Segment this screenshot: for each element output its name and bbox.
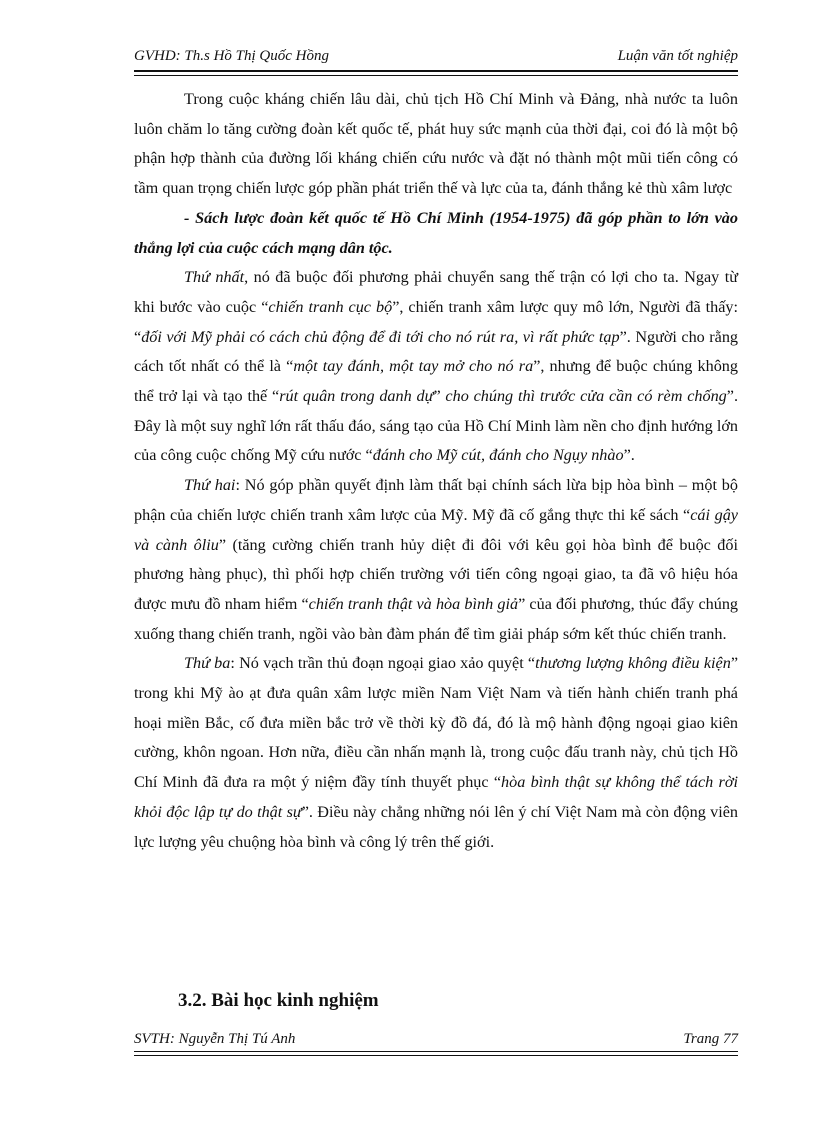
page-footer (134, 1031, 738, 1048)
body-paragraph (134, 471, 738, 649)
footer-rule (134, 1051, 738, 1056)
body-paragraph (134, 263, 738, 471)
text-segment: ” của đối phương, thúc đẩy chúng xuống thang chiến tranh, ngồi vào bàn đàm phán để tìm giải pháp sớm kết thúc chiến tranh. (134, 594, 739, 643)
italic-text: chiến tranh cục bộ (268, 297, 393, 316)
header-rule (134, 70, 738, 76)
text-segment: - Sách lược đoàn kết quốc tế Hồ Chí Minh (1954-1975) đã góp phần to lớn vào thắng lợi của cuộc cách mạng dân tộc. (134, 208, 738, 257)
text-segment: ” (433, 387, 446, 406)
text-segment: ” trong khi Mỹ ào ạt đưa quân xâm lược miền Nam Việt Nam và tiến hành chiến tranh phá hoại miền Bắc, cố đưa miền bắc trở về thời kỳ đồ đá, đó là mộ hành động ngoại giao kiên cường, khôn ngoan. Hơn nữa, điều cần nhấn mạnh là, trong cuộc đấu tranh này, chủ tịch Hồ Chí Minh đã đưa ra một ý niệm đầy tính thuyết phục “ (134, 654, 738, 792)
header-doc-type: Luận văn tốt nghiệp (617, 48, 738, 64)
text-segment: Trong cuộc kháng chiến lâu dài, chủ tịch Hồ Chí Minh và Đảng, nhà nước ta luôn luôn chăm lo tăng cường đoàn kết quốc tế, phát huy sức mạnh của thời đại, coi đó là một bộ phận hợp thành của đường lối kháng chiến cứu nước và đặt nó thành một mũi tiến công có tầm quan trọng chiến lược góp phần phát triển thế và lực của ta, đánh thắng kẻ thù xâm lược (134, 90, 738, 198)
italic-text: cho chúng thì trước cửa cần có rèm chống (445, 387, 727, 406)
page-header (134, 48, 738, 65)
header-advisor: GVHD: Th.s Hồ Thị Quốc Hồng (134, 48, 329, 64)
text-segment: : Nó vạch trần thủ đoạn ngoại giao xảo quyệt “ (230, 654, 536, 673)
subheading-paragraph (134, 204, 738, 263)
body-paragraph (134, 85, 738, 204)
italic-text: chiến tranh thật và hòa bình giả (308, 594, 519, 613)
italic-text: rút quân trong danh dự (279, 387, 434, 406)
italic-text: Thứ nhất (184, 268, 245, 287)
italic-text: đánh cho Mỹ cút, đánh cho Ngụy nhào (372, 446, 624, 465)
italic-text: Thứ hai (184, 476, 236, 495)
page-number: Trang 77 (683, 1031, 738, 1047)
text-segment: ”, chiến tranh xâm lược quy mô lớn, Người đã thấy: “ (134, 297, 738, 346)
text-segment: ”. Điều này chẳng những nói lên ý chí Việt Nam mà còn động viên lực lượng yêu chuộng hòa bình và công lý trên thế giới. (134, 802, 738, 851)
text-segment: : Nó góp phần quyết định làm thất bại chính sách lừa bịp hòa bình – một bộ phận của chiến lược chiến tranh xâm lược của Mỹ. Mỹ đã cố gắng thực thi kế sách “ (134, 476, 738, 524)
text-segment: , nó đã buộc đối phương phải chuyển sang thế trận có lợi cho ta. Ngay từ khi bước vào cuộc “ (134, 268, 738, 316)
text-segment: ” (tăng cường chiến tranh hủy diệt đi đôi với kêu gọi hòa bình để buộc đối phương hàng phục), thì phối hợp chiến trường với tiến công ngoại giao, ta đã vô hiệu hóa được mưu đồ nham hiểm “ (134, 535, 738, 613)
text-segment: ”. (623, 446, 635, 465)
italic-text: hòa bình thật sự không thể tách rời khỏi độc lập tự do thật sự (134, 773, 738, 821)
italic-text: Thứ ba (184, 654, 231, 673)
italic-text: thương lượng không điều kiện (535, 654, 731, 673)
document-body (134, 85, 738, 857)
text-segment: ”. Đây là một suy nghĩ lớn rất thấu đáo, sáng tạo của Hồ Chí Minh làm nền cho định hướng lớn của công cuộc chống Mỹ cứu nước “ (134, 387, 738, 465)
italic-text: một tay đánh, một tay mở cho nó ra (293, 357, 534, 376)
italic-text: đối với Mỹ phải có cách chủ động để đi tới cho nó rút ra, vì rất phức tạp (141, 327, 620, 346)
text-segment: ”. Người cho rằng cách tốt nhất có thể là “ (134, 327, 739, 376)
italic-text: cái gậy và cành ôliu (134, 505, 738, 554)
text-segment: ”, nhưng để buộc chúng không thể trở lại và tạo thế “ (134, 357, 738, 406)
section-heading: 3.2. Bài học kinh nghiệm (178, 990, 379, 1011)
footer-author: SVTH: Nguyễn Thị Tú Anh (134, 1031, 296, 1047)
body-paragraph (134, 649, 738, 857)
